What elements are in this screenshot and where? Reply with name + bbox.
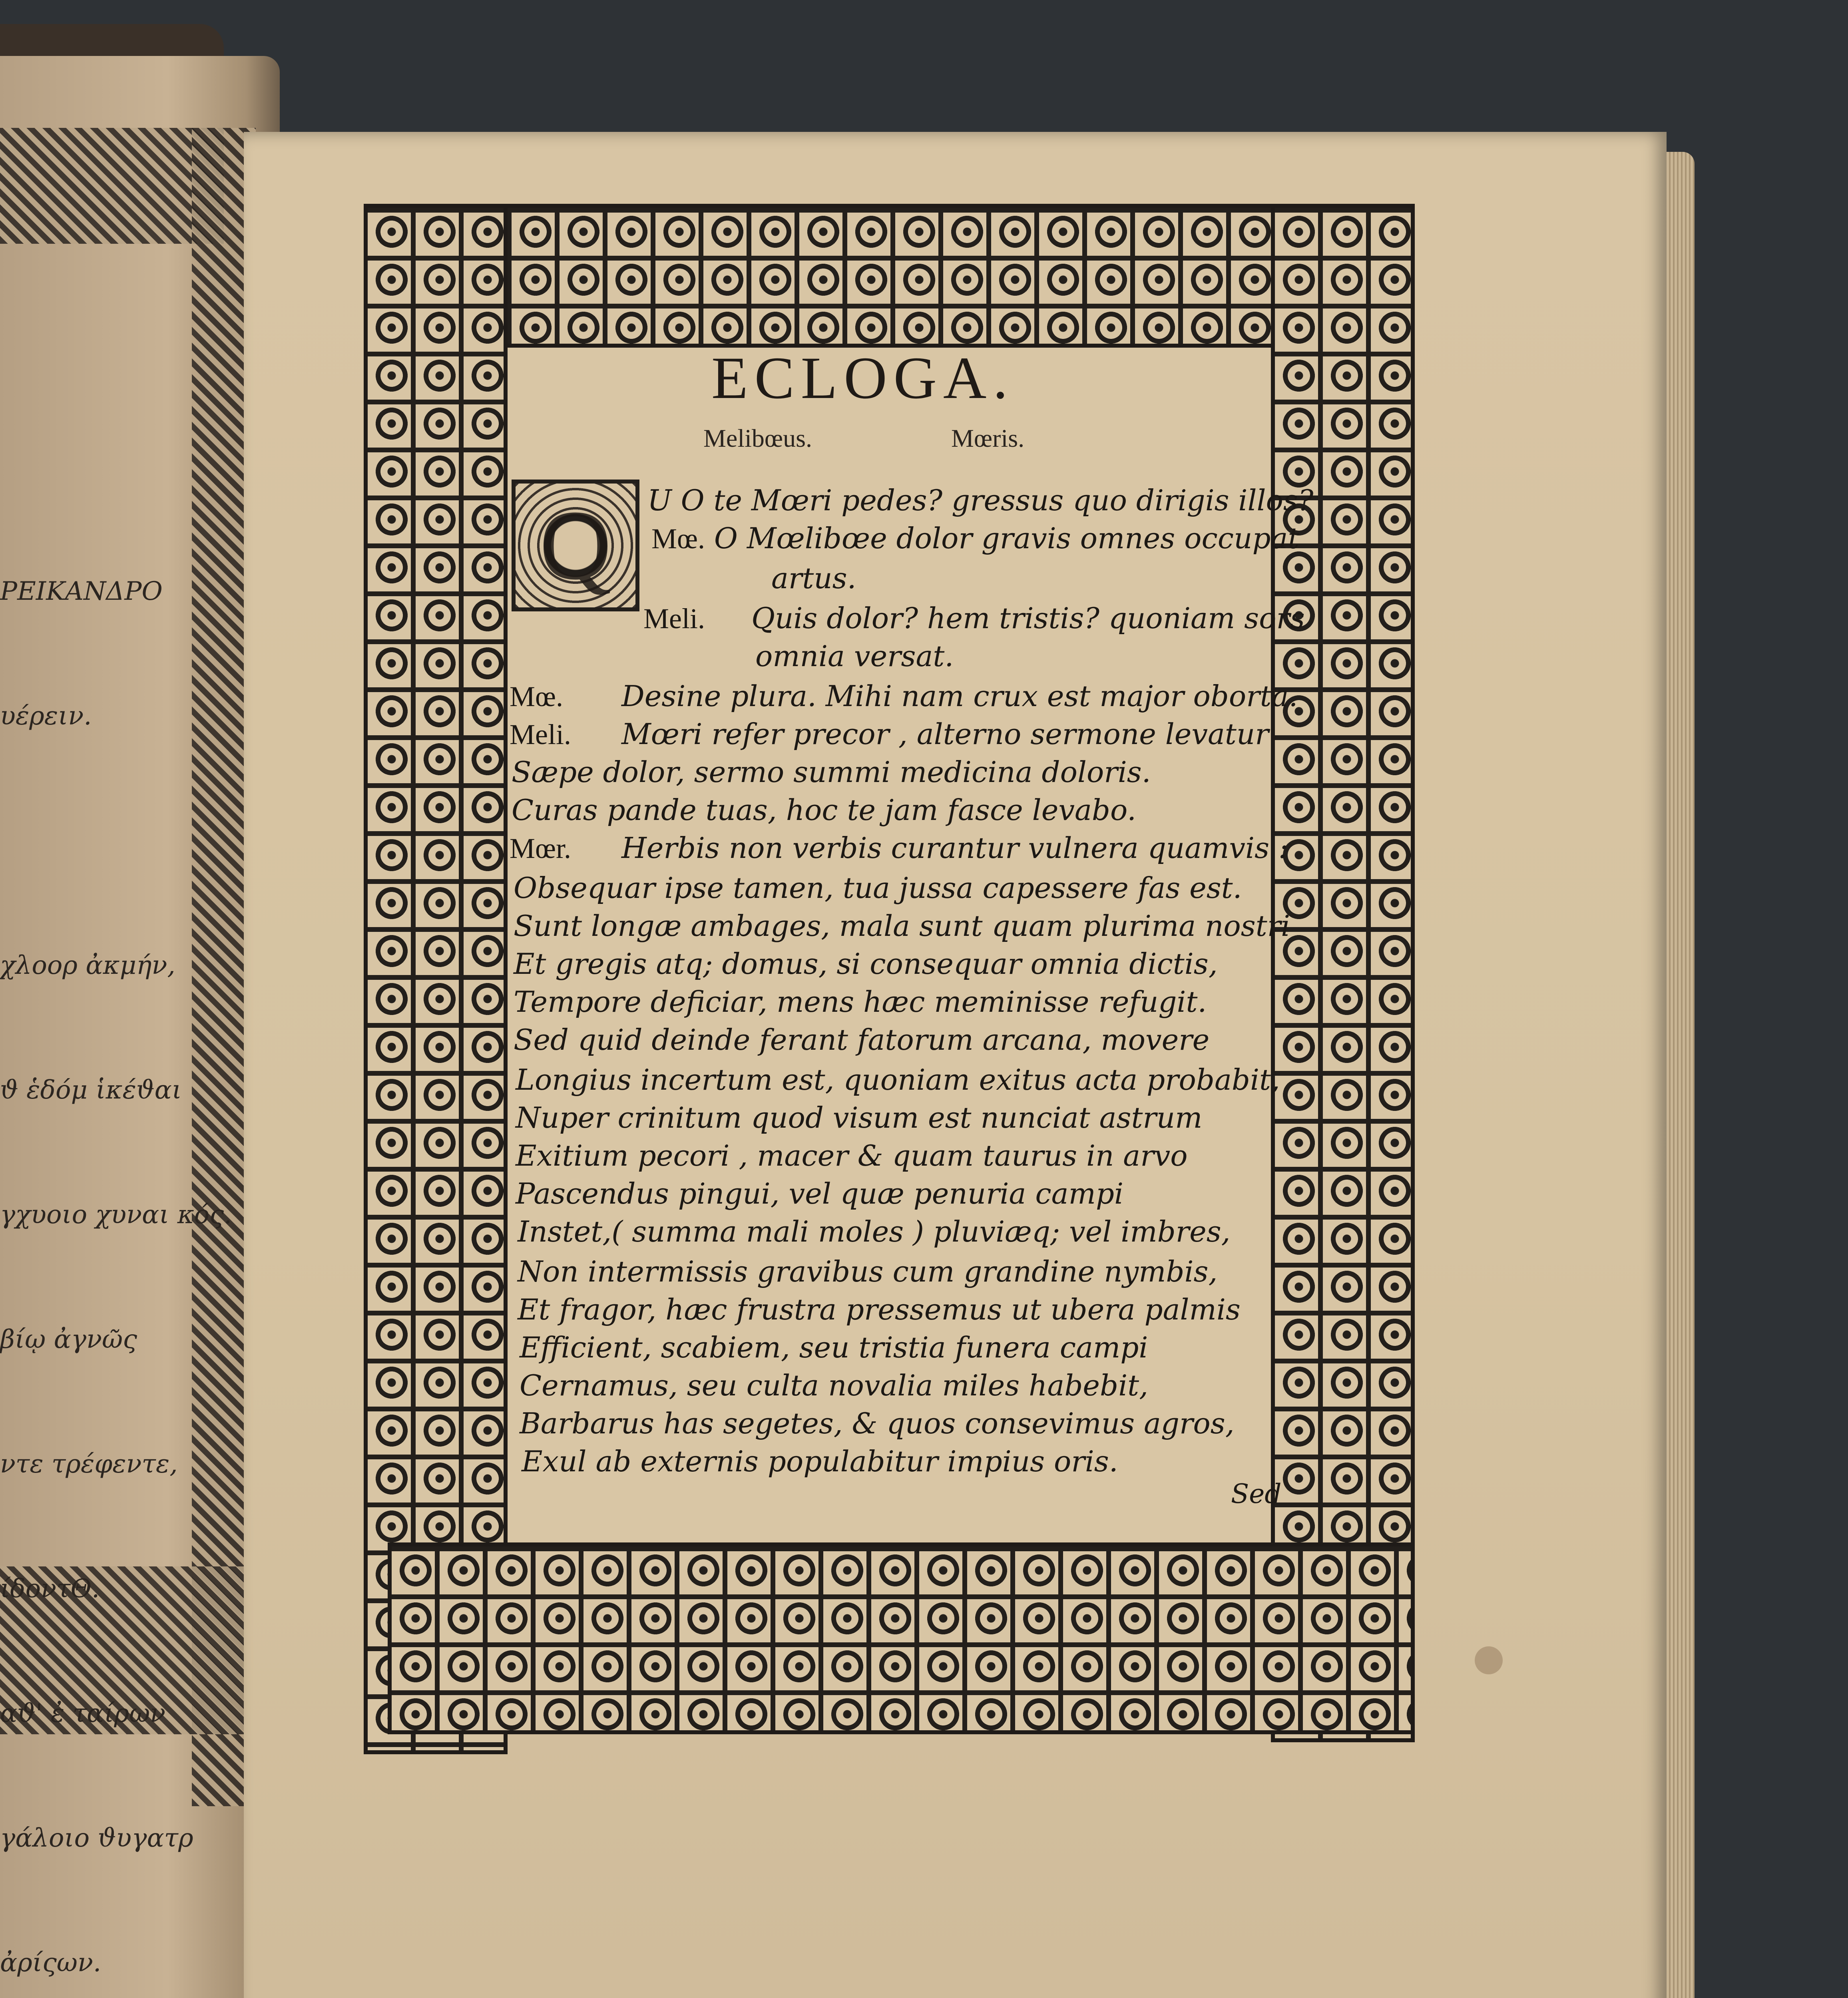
verse-line: Et gregis atq; domus, si consequar omnia dictis, [514,947,1218,981]
verse-line: Mœr. Herbis non verbis curantur vulnera quamvis : [510,831,1288,865]
verse-line: Obsequar ipse tamen, tua jussa capessere fas est. [514,871,1242,905]
left-line: γχυοιο χυναι κός. [0,1200,232,1230]
verse-line: U O te Mœri pedes? gressus quo dirigis illos? [647,484,1314,517]
verse-line: Pascendus pingui, vel quæ penuria campi [516,1177,1123,1210]
verse-line: artus. [771,561,856,595]
speaker-mœris: Mœris. [951,424,1025,452]
page-title: ECLOGA. [711,345,1014,411]
verse-line: Meli. Mœri refer precor , alterno sermone levatur [510,717,1269,751]
left-line: χλοορ ἀκμήν, [0,951,175,980]
verse-line: Tempore deficiar, mens hæc meminisse refugit. [514,985,1207,1019]
speaker-melibœus: Melibœus. [703,424,812,452]
verse-line: Exul ab externis populabitur impius oris. [522,1445,1118,1478]
ornamental-frame [364,204,1415,1758]
paper-stain [1475,1646,1503,1674]
frame-left-border [364,204,508,1754]
initial-letter: Q [539,490,612,601]
left-line: αϑ' ἐ ταίρων [0,1699,166,1728]
verse-line: Sunt longæ ambages, mala sunt quam plurima nostri [514,909,1290,943]
frame-right-border [1271,204,1415,1742]
verse-line: Efficient, scabiem, seu tristia funera campi [520,1331,1148,1364]
verse-line: Exitium pecori , macer & quam taurus in arvo [516,1139,1188,1172]
verse-line: Curas pande tuas, hoc te jam fasce levabo. [512,793,1136,827]
left-line: ντε τρέφεντε, [0,1449,178,1479]
verse-line: Cernamus, seu culta novalia miles habebit, [520,1369,1148,1402]
verse-line: Sed quid deinde ferant fatorum arcana, movere [514,1023,1210,1057]
verse-line: Longius incertum est, quoniam exitus acta probabit, [516,1063,1280,1097]
left-line: ΡΕΙΚΑΝΔΡΟ [0,577,163,606]
frame-top-border [364,204,1415,348]
left-line: ἀρίςων. [0,1948,102,1978]
verse-line: omnia versat. [755,639,954,673]
left-line: βίῳ ἀγνῶς [0,1325,137,1354]
left-line: υέρειν. [0,701,92,731]
verse-line: Nuper crinitum quod visum est nunciat astrum [516,1101,1203,1134]
verse-line: Et fragor, hæc frustra pressemus ut ubera palmis [518,1293,1241,1326]
verse-line: Mœ. O Mœlibœe dolor gravis omnes occupat [651,521,1300,555]
frame-bottom-border [388,1542,1415,1734]
left-line: ϑ ἑδόμ ἱκέϑαι [0,1075,182,1105]
verse-line: Non intermissis gravibus cum grandine nymbis, [518,1255,1218,1288]
decorated-initial [512,480,639,611]
catchword: Sed [1231,1479,1282,1509]
verse-line: Sæpe dolor, sermo summi medicina doloris. [512,755,1151,789]
left-line: γάλοιο ϑυγατρ [0,1823,193,1853]
left-line: ίδοντΘ. [0,1574,100,1604]
verse-line: Meli. Quis dolor? hem tristis? quoniam sors [643,601,1305,635]
verse-line: Barbarus has segetes, & quos consevimus agros, [520,1407,1235,1440]
verse-line: Mœ. Desine plura. Mihi nam crux est major oborta. [510,679,1298,713]
verse-line: Instet,( summa mali moles ) pluviæq; vel imbres, [518,1215,1231,1248]
